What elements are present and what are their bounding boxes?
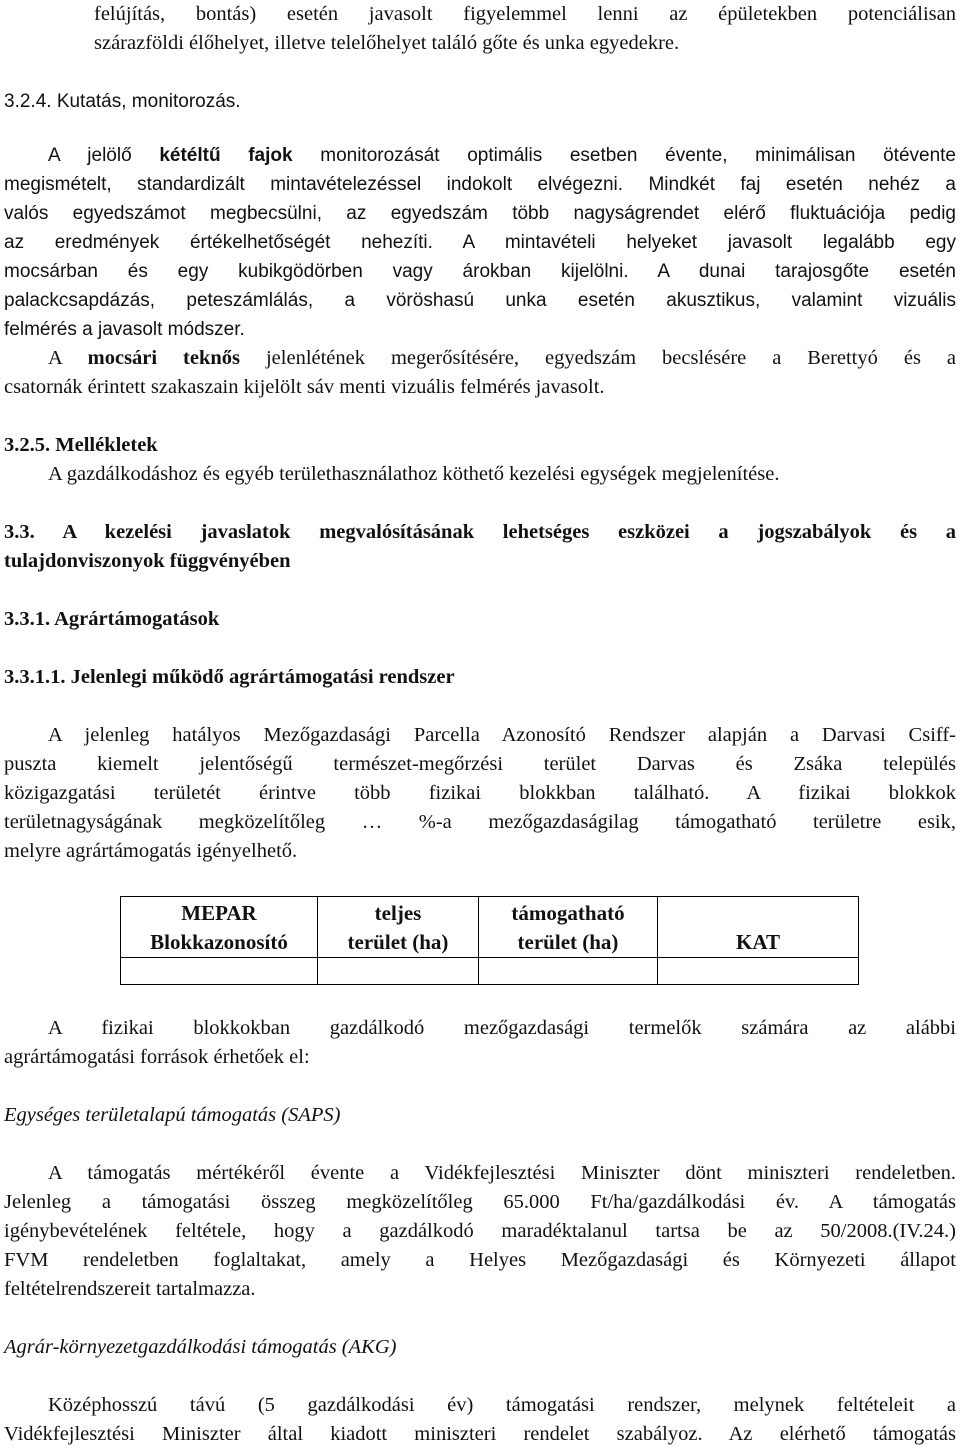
paragraph-line: A jelölő kétéltű fajok monitorozását optimális esetben évente, minimálisan ötévente	[48, 145, 956, 166]
paragraph-line: Vidékfejlesztési Miniszter által kiadott miniszteri rendelet szabályoz. Az elérhető támogatás	[4, 1423, 956, 1445]
paragraph-line: Jelenleg a támogatási összeg megközelítőleg 65.000 Ft/ha/gazdálkodási év. A támogatás	[4, 1191, 956, 1213]
paragraph-line: A fizikai blokkokban gazdálkodó mezőgazdasági termelők számára az alábbi	[48, 1017, 956, 1039]
subsection-heading: Agrár-környezetgazdálkodási támogatás (AKG)	[4, 1336, 397, 1358]
paragraph-line: A gazdálkodáshoz és egyéb területhasználathoz köthető kezelési egységek megjelenítése.	[48, 463, 780, 485]
table-header-cell: támogatható terület (ha)	[479, 897, 658, 958]
paragraph-line: Középhosszú távú (5 gazdálkodási év) támogatási rendszer, melynek feltételeit a	[48, 1394, 956, 1416]
paragraph-line: területnagyságának megközelítőleg … %-a mezőgazdaságilag támogatható területre esik,	[4, 811, 956, 833]
paragraph-line: az eredmények értékelhetőségét nehezíti. A mintavételi helyeket javasolt legalább egy	[4, 232, 956, 253]
table-header-cell: MEPAR Blokkazonosító	[121, 897, 318, 958]
paragraph-line: A támogatás mértékéről évente a Vidékfejlesztési Miniszter dönt miniszteri rendeletben.	[48, 1162, 956, 1184]
table-cell	[479, 958, 658, 985]
paragraph-line: agrártámogatási források érhetőek el:	[4, 1046, 310, 1068]
section-heading: tulajdonviszonyok függvényében	[4, 550, 291, 572]
section-heading: 3.2.5. Mellékletek	[4, 434, 158, 456]
paragraph-line: felújítás, bontás) esetén javasolt figyelemmel lenni az épületekben potenciálisan	[94, 3, 956, 25]
mepar-table	[120, 896, 859, 985]
subsection-heading: Egységes területalapú támogatás (SAPS)	[4, 1104, 341, 1126]
table-header-cell: KAT	[658, 897, 859, 958]
table-cell	[318, 958, 479, 985]
paragraph-line: csatornák érintett szakaszain kijelölt sáv menti vizuális felmérés javasolt.	[4, 376, 605, 398]
paragraph-line: igénybevételének feltétele, hogy a gazdálkodó maradéktalanul tartsa be az 50/2008.(IV.24.)	[4, 1220, 956, 1242]
paragraph-line: palackcsapdázás, peteszámlálás, a vöröshasú unka esetén akusztikus, valamint vizuális	[4, 290, 956, 311]
paragraph-line: megismételt, standardizált mintavételezéssel indokolt elvégezni. Mindkét faj esetén nehéz a	[4, 174, 956, 195]
species-emphasis: mocsári teknős	[87, 347, 241, 369]
section-heading: 3.3.1.1. Jelenlegi működő agrártámogatási rendszer	[4, 666, 455, 688]
paragraph-line: feltételrendszereit tartalmazza.	[4, 1278, 256, 1300]
paragraph-line: szárazföldi élőhelyet, illetve telelőhelyet találó gőte és unka egyedekre.	[94, 32, 680, 54]
paragraph-line: FVM rendeletben foglaltakat, amely a Helyes Mezőgazdasági és Környezeti állapot	[4, 1249, 956, 1271]
paragraph-line: puszta kiemelt jelentőségű természet-megőrzési terület Darvas és Zsáka település	[4, 753, 956, 775]
section-heading: 3.3. A kezelési javaslatok megvalósításának lehetséges eszközei a jogszabályok és a	[4, 521, 956, 543]
paragraph-line: A jelenleg hatályos Mezőgazdasági Parcella Azonosító Rendszer alapján a Darvasi Csiff-	[48, 724, 956, 746]
paragraph-line: melyre agrártámogatás igényelhető.	[4, 840, 298, 862]
table-row	[121, 958, 859, 985]
paragraph-line: közigazgatási területét érintve több fizikai blokkban található. A fizikai blokkok	[4, 782, 956, 804]
paragraph-line: felmérés a javasolt módszer.	[4, 319, 245, 340]
table-cell	[658, 958, 859, 985]
table-header-row	[121, 897, 859, 958]
paragraph-line: A mocsári teknős jelenlétének megerősítésére, egyedszám becslésére a Berettyó és a	[48, 347, 956, 369]
table-header-cell: teljes terület (ha)	[318, 897, 479, 958]
section-heading: 3.3.1. Agrártámogatások	[4, 608, 220, 630]
table-cell	[121, 958, 318, 985]
section-heading: 3.2.4. Kutatás, monitorozás.	[4, 91, 241, 112]
paragraph-line: mocsárban és egy kubikgödörben vagy árokban kijelölni. A dunai tarajosgőte esetén	[4, 261, 956, 282]
species-emphasis: kétéltű fajok	[159, 145, 293, 166]
paragraph-line: valós egyedszámot megbecsülni, az egyedszám több nagyságrendet elérő fluktuációja pedig	[4, 203, 956, 224]
